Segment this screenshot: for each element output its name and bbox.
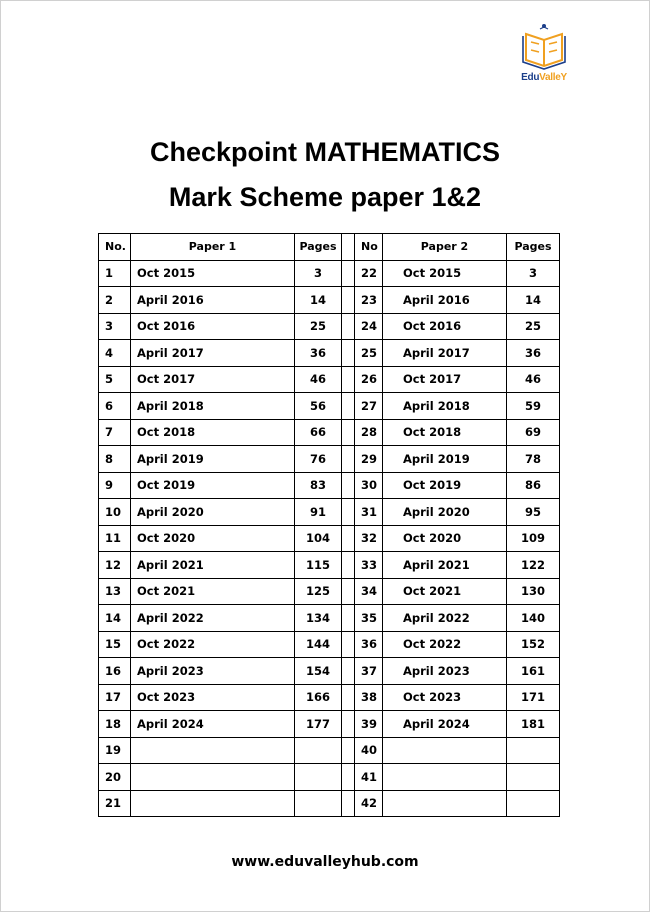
cell-gap — [342, 552, 355, 579]
cell-paper1: Oct 2017 — [131, 366, 295, 393]
cell-no1: 12 — [99, 552, 131, 579]
cell-no1: 9 — [99, 472, 131, 499]
cell-gap — [342, 313, 355, 340]
cell-paper2: Oct 2019 — [383, 472, 507, 499]
cell-gap — [342, 605, 355, 632]
table-row — [99, 366, 560, 393]
cell-no1: 5 — [99, 366, 131, 393]
cell-no2: 27 — [355, 393, 383, 420]
cell-paper2 — [383, 790, 507, 817]
cell-pages1 — [295, 764, 342, 791]
cell-paper2: Oct 2017 — [383, 366, 507, 393]
cell-paper1: Oct 2018 — [131, 419, 295, 446]
table-row — [99, 552, 560, 579]
cell-pages1: 134 — [295, 605, 342, 632]
cell-no1: 18 — [99, 711, 131, 738]
cell-gap — [342, 446, 355, 473]
table-row — [99, 790, 560, 817]
cell-paper2: Oct 2021 — [383, 578, 507, 605]
table-header-row — [99, 234, 560, 261]
cell-pages2: 3 — [507, 260, 560, 287]
cell-pages2: 161 — [507, 658, 560, 685]
cell-paper2 — [383, 764, 507, 791]
cell-pages2: 69 — [507, 419, 560, 446]
cell-no1: 14 — [99, 605, 131, 632]
cell-paper1 — [131, 764, 295, 791]
cell-paper1: Oct 2021 — [131, 578, 295, 605]
cell-pages1: 14 — [295, 287, 342, 314]
cell-paper2: April 2021 — [383, 552, 507, 579]
cell-pages1: 104 — [295, 525, 342, 552]
cell-no1: 10 — [99, 499, 131, 526]
cell-pages1: 144 — [295, 631, 342, 658]
contents-table — [98, 233, 560, 817]
cell-paper2: Oct 2015 — [383, 260, 507, 287]
table-row — [99, 711, 560, 738]
cell-pages1: 115 — [295, 552, 342, 579]
cell-pages2 — [507, 737, 560, 764]
header-no1: No. — [99, 234, 131, 261]
header-pages2: Pages — [507, 234, 560, 261]
cell-pages1: 66 — [295, 419, 342, 446]
cell-pages2: 59 — [507, 393, 560, 420]
cell-pages1: 76 — [295, 446, 342, 473]
cell-gap — [342, 499, 355, 526]
cell-paper1: April 2023 — [131, 658, 295, 685]
cell-pages2: 171 — [507, 684, 560, 711]
cell-paper2 — [383, 737, 507, 764]
cell-no1: 1 — [99, 260, 131, 287]
header-gap — [342, 234, 355, 261]
table-row — [99, 340, 560, 367]
table-row — [99, 764, 560, 791]
cell-pages1 — [295, 737, 342, 764]
cell-gap — [342, 658, 355, 685]
cell-gap — [342, 260, 355, 287]
cell-paper1: Oct 2022 — [131, 631, 295, 658]
cell-no2: 28 — [355, 419, 383, 446]
table-row — [99, 393, 560, 420]
cell-no1: 2 — [99, 287, 131, 314]
table-row — [99, 658, 560, 685]
cell-paper2: April 2018 — [383, 393, 507, 420]
table-row — [99, 419, 560, 446]
cell-paper2: April 2019 — [383, 446, 507, 473]
cell-paper2: Oct 2018 — [383, 419, 507, 446]
cell-pages2: 109 — [507, 525, 560, 552]
cell-paper1 — [131, 790, 295, 817]
page-subtitle: Mark Scheme paper 1&2 — [168, 182, 482, 212]
cell-no2: 25 — [355, 340, 383, 367]
eduvalley-logo — [518, 22, 570, 88]
cell-no1: 11 — [99, 525, 131, 552]
cell-pages1: 154 — [295, 658, 342, 685]
cell-no2: 33 — [355, 552, 383, 579]
cell-pages2: 95 — [507, 499, 560, 526]
table-row — [99, 631, 560, 658]
cell-gap — [342, 419, 355, 446]
cell-pages2: 140 — [507, 605, 560, 632]
cell-paper2: April 2024 — [383, 711, 507, 738]
header-paper2: Paper 2 — [383, 234, 507, 261]
cell-no1: 17 — [99, 684, 131, 711]
cell-no2: 35 — [355, 605, 383, 632]
cell-paper2: April 2020 — [383, 499, 507, 526]
cell-pages2: 122 — [507, 552, 560, 579]
page-title: Checkpoint MATHEMATICS — [150, 137, 500, 167]
cell-paper1: April 2020 — [131, 499, 295, 526]
cell-gap — [342, 764, 355, 791]
cell-pages2 — [507, 764, 560, 791]
cell-no2: 41 — [355, 764, 383, 791]
cell-no1: 6 — [99, 393, 131, 420]
cell-no1: 3 — [99, 313, 131, 340]
cell-no1: 16 — [99, 658, 131, 685]
cell-no1: 8 — [99, 446, 131, 473]
cell-pages1 — [295, 790, 342, 817]
cell-gap — [342, 631, 355, 658]
cell-no1: 13 — [99, 578, 131, 605]
cell-pages2: 130 — [507, 578, 560, 605]
cell-paper2: Oct 2023 — [383, 684, 507, 711]
cell-pages1: 36 — [295, 340, 342, 367]
table-row — [99, 684, 560, 711]
cell-paper1: April 2021 — [131, 552, 295, 579]
cell-pages1: 91 — [295, 499, 342, 526]
table-row — [99, 737, 560, 764]
cell-no1: 7 — [99, 419, 131, 446]
cell-paper1: Oct 2015 — [131, 260, 295, 287]
header-pages1: Pages — [295, 234, 342, 261]
cell-gap — [342, 578, 355, 605]
cell-paper1: April 2024 — [131, 711, 295, 738]
cell-paper2: Oct 2020 — [383, 525, 507, 552]
cell-no1: 19 — [99, 737, 131, 764]
header-paper1: Paper 1 — [131, 234, 295, 261]
cell-no2: 26 — [355, 366, 383, 393]
cell-pages1: 25 — [295, 313, 342, 340]
cell-pages1: 177 — [295, 711, 342, 738]
logo-wordmark: EduValleY — [521, 72, 567, 83]
cell-no2: 24 — [355, 313, 383, 340]
cell-pages1: 166 — [295, 684, 342, 711]
cell-paper1: April 2017 — [131, 340, 295, 367]
cell-paper1: April 2019 — [131, 446, 295, 473]
cell-gap — [342, 393, 355, 420]
table-row — [99, 578, 560, 605]
cell-no2: 31 — [355, 499, 383, 526]
cell-paper1 — [131, 737, 295, 764]
cell-paper1: Oct 2020 — [131, 525, 295, 552]
cell-paper1: April 2022 — [131, 605, 295, 632]
cell-pages1: 125 — [295, 578, 342, 605]
cell-no2: 29 — [355, 446, 383, 473]
cell-no2: 23 — [355, 287, 383, 314]
cell-no2: 37 — [355, 658, 383, 685]
cell-paper1: April 2018 — [131, 393, 295, 420]
cell-pages2: 14 — [507, 287, 560, 314]
cell-no1: 20 — [99, 764, 131, 791]
table-row — [99, 525, 560, 552]
cell-pages1: 56 — [295, 393, 342, 420]
cell-no2: 36 — [355, 631, 383, 658]
table-row — [99, 472, 560, 499]
table-row — [99, 260, 560, 287]
cell-no2: 40 — [355, 737, 383, 764]
cell-pages2: 78 — [507, 446, 560, 473]
cell-pages2 — [507, 790, 560, 817]
header-no2: No — [355, 234, 383, 261]
cell-pages1: 3 — [295, 260, 342, 287]
cell-gap — [342, 737, 355, 764]
cell-pages2: 86 — [507, 472, 560, 499]
cell-paper1: April 2016 — [131, 287, 295, 314]
table-row — [99, 605, 560, 632]
cell-paper1: Oct 2023 — [131, 684, 295, 711]
table-row — [99, 287, 560, 314]
cell-paper2: April 2023 — [383, 658, 507, 685]
cell-pages2: 36 — [507, 340, 560, 367]
cell-gap — [342, 340, 355, 367]
cell-no2: 39 — [355, 711, 383, 738]
cell-no2: 38 — [355, 684, 383, 711]
table-row — [99, 313, 560, 340]
cell-paper1: Oct 2019 — [131, 472, 295, 499]
cell-paper2: Oct 2016 — [383, 313, 507, 340]
cell-no2: 32 — [355, 525, 383, 552]
cell-no1: 15 — [99, 631, 131, 658]
cell-gap — [342, 790, 355, 817]
cell-gap — [342, 711, 355, 738]
cell-pages2: 46 — [507, 366, 560, 393]
cell-pages2: 25 — [507, 313, 560, 340]
cell-gap — [342, 525, 355, 552]
cell-no2: 30 — [355, 472, 383, 499]
cell-no2: 22 — [355, 260, 383, 287]
cell-paper2: Oct 2022 — [383, 631, 507, 658]
cell-no1: 4 — [99, 340, 131, 367]
cell-paper2: April 2016 — [383, 287, 507, 314]
cell-pages2: 152 — [507, 631, 560, 658]
cell-paper2: April 2017 — [383, 340, 507, 367]
cell-pages1: 83 — [295, 472, 342, 499]
open-book-logo-icon — [518, 22, 570, 72]
cell-no2: 42 — [355, 790, 383, 817]
cell-gap — [342, 287, 355, 314]
cell-pages2: 181 — [507, 711, 560, 738]
cell-gap — [342, 366, 355, 393]
cell-gap — [342, 472, 355, 499]
cell-no1: 21 — [99, 790, 131, 817]
cell-paper2: April 2022 — [383, 605, 507, 632]
cell-no2: 34 — [355, 578, 383, 605]
cell-paper1: Oct 2016 — [131, 313, 295, 340]
table-row — [99, 499, 560, 526]
cell-pages1: 46 — [295, 366, 342, 393]
table-row — [99, 446, 560, 473]
cell-gap — [342, 684, 355, 711]
website-footer[interactable]: www.eduvalleyhub.com — [231, 854, 419, 870]
